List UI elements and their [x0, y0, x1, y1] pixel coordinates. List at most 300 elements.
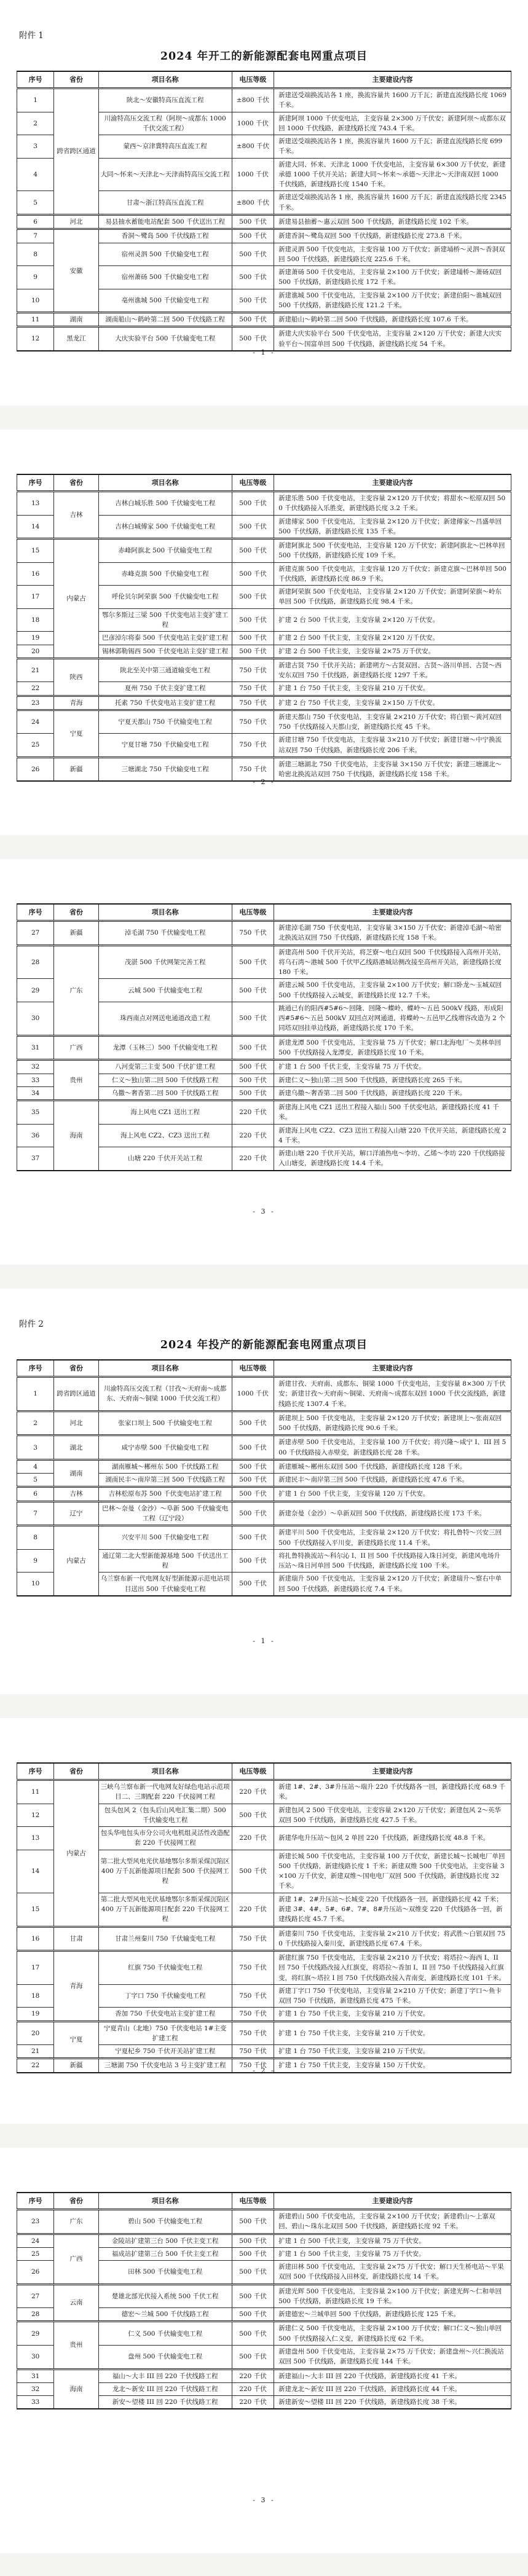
page-number: - 2 -: [253, 778, 275, 786]
column-header: 序号: [17, 1763, 54, 1780]
cell-province: 跨省跨区通道: [54, 1377, 98, 1412]
cell-no: 18: [17, 608, 54, 632]
cell-content: 扩建 2 台 500 千伏主变，主变容量 2×120 万千伏安。: [274, 608, 511, 632]
cell-voltage: 500 千伏: [232, 1501, 274, 1526]
cell-voltage: 500 千伏: [232, 1487, 274, 1501]
cell-content: 新建云城 500 千伏变电站，主变容量 2×100 万千伏安；解口卧龙～玉城双回 500 千伏线路接入云城变，新建线路长度 12.7 千米。: [274, 979, 511, 1002]
column-header: 项目名称: [98, 1763, 232, 1780]
cell-province: 跨省跨区通道: [54, 88, 98, 215]
cell-voltage: 500 千伏: [232, 266, 274, 289]
column-header: 电压等级: [232, 71, 274, 88]
cell-project-name: 福山～大丰 III 回 220 千伏线路工程: [98, 2369, 232, 2382]
cell-province: 宁夏: [54, 2021, 98, 2059]
table-row: [17, 1501, 511, 1526]
cell-no: 13: [17, 1827, 54, 1850]
cell-voltage: 500 千伏: [232, 2247, 274, 2260]
cell-content: 扩建 1 台 500 千伏主变，主变容量 75 万千伏安。: [274, 2234, 511, 2247]
cell-voltage: 220 千伏: [232, 2369, 274, 2382]
table-row: [17, 2322, 511, 2346]
cell-project-name: 丁字口 750 千伏输变电工程: [98, 1984, 232, 2008]
cell-content: 新建民丰～南岸第三回 500 千伏线路，新建线路长度 47.6 千米。: [274, 1474, 511, 1487]
cell-no: 10: [17, 289, 54, 313]
page-number: - 1 -: [253, 348, 275, 356]
cell-voltage: 500 千伏: [232, 313, 274, 327]
column-header: 主要建设内容: [274, 2193, 511, 2210]
table-row: [17, 1951, 511, 1985]
cell-project-name: 淖毛湖 750 千伏输变电工程: [98, 921, 232, 946]
cell-province: 贵州: [54, 2322, 98, 2369]
cell-project-name: 巴林～奈曼（金沙）～阜新 500 千伏输变电工程（辽宁段）: [98, 1501, 232, 1526]
table-header-row: [17, 1763, 511, 1780]
cell-content: 新建奈曼（金沙）～阜新双回 500 千伏线路，新建线路长度 173 千米。: [274, 1501, 511, 1526]
cell-project-name: 德宏～兰城 500 千伏线路工程: [98, 2308, 232, 2322]
cell-voltage: 750 千伏: [232, 921, 274, 946]
page-number: - 1 -: [253, 1637, 275, 1645]
cell-voltage: 500 千伏: [232, 1002, 274, 1035]
cell-no: 1: [17, 88, 54, 112]
cell-project-name: 吉林白城傅家 500 千伏输变电工程: [98, 515, 232, 539]
cell-voltage: 500 千伏: [232, 1474, 274, 1487]
cell-content: 新建香洞～鹭岛双回 500 千伏线路，新建线路长度 273.8 千米。: [274, 229, 511, 243]
cell-content: 新建高州 500 千伏开关站，将芝寮～电白双回 500 千伏线路接入高州开关站，将乌石湾～港城 500 千伏甲乙线路港城站侧改接至高州开关站，新建线路长度 180 千米。: [274, 945, 511, 979]
cell-province: 湖南: [54, 1459, 98, 1487]
cell-province: 广东: [54, 945, 98, 1035]
cell-project-name: 福成站扩建第三台 500 千伏主变工程: [98, 2247, 232, 2260]
cell-no: 11: [17, 1780, 54, 1804]
cell-content: 扩建 1 台 750 千伏主变，主变容量 210 万千伏安。: [274, 682, 511, 696]
cell-project-name: 茂湛 500 千伏网架完善工程: [98, 945, 232, 979]
cell-voltage: 750 千伏: [232, 734, 274, 758]
cell-no: 29: [17, 979, 54, 1002]
cell-project-name: 宁夏天都山 750 千伏输变电工程: [98, 710, 232, 734]
cell-project-name: 三塘湖 750 千伏变电站 3 号主变扩建工程: [98, 2059, 232, 2073]
cell-voltage: 220 千伏: [232, 2396, 274, 2409]
cell-content: 新建灵泗 500 千伏变电站，主变容量 100 万千伏安；新建埇桥～灵泗～香洞双回 500 千伏线路，新建线路长度 225.6 千米。: [274, 243, 511, 266]
cell-content: 扩建 2 台 500 千伏主变，主变容量 2×75 万千伏安。: [274, 645, 511, 658]
cell-no: 22: [17, 682, 54, 696]
cell-content: 扩建 2 台 500 千伏主变，主变容量 2×120 万千伏安。: [274, 632, 511, 645]
cell-no: 35: [17, 1101, 54, 1125]
page-number: - 2 -: [253, 2067, 275, 2075]
cell-project-name: 新安～望楼 III 回 220 千伏线路工程: [98, 2396, 232, 2409]
column-header: 项目名称: [98, 1360, 232, 1377]
cell-no: 32: [17, 1060, 54, 1074]
table-row: [17, 1411, 511, 1435]
table-row: [17, 539, 511, 563]
cell-voltage: 1000 千伏: [232, 1377, 274, 1412]
table-row: [17, 214, 511, 229]
cell-no: 27: [17, 921, 54, 946]
cell-content: 新建甘孜、天府南、成都东、铜梁 1000 千伏变电站，主变容量 8×300 万千伏安；新建甘孜～天府南～铜梁、天府南～成都东双回 1000 千伏交流线路，新建线路长度 1307.4 千米。: [274, 1377, 511, 1412]
cell-content: 新建阿旗北 500 千伏变电站，主变容量 120 万千伏安；新建阿旗北～巴林单回 500 千伏线路，新建线路长度 109 千米。: [274, 539, 511, 563]
cell-province: 贵州: [54, 1060, 98, 1101]
column-header: 主要建设内容: [274, 1763, 511, 1780]
cell-no: 18: [17, 1984, 54, 2008]
projects-table: [17, 1762, 511, 2073]
cell-no: 28: [17, 945, 54, 979]
table-row: [17, 327, 511, 351]
cell-content: 扩建 1 台 500 千伏主变，主变容量 120 万千伏安。: [274, 1487, 511, 1501]
table-row: [17, 229, 511, 243]
cell-voltage: 500 千伏: [232, 2284, 274, 2308]
cell-content: 新建山塘 220 千伏开关站，解口洋浦热电～李坊、乙烯～李坊 220 千伏线路接入山塘变，新建线路长度 14.4 千米。: [274, 1147, 511, 1171]
page-number: - 3 -: [253, 1208, 275, 1215]
cell-voltage: 500 千伏: [232, 539, 274, 563]
cell-province: 青海: [54, 696, 98, 710]
cell-province: 吉林: [54, 1487, 98, 1501]
cell-province: 湖南: [54, 313, 98, 327]
cell-no: 33: [17, 1074, 54, 1086]
cell-voltage: 1000 千伏: [232, 158, 274, 191]
cell-no: 27: [17, 2284, 54, 2308]
cell-no: 30: [17, 2345, 54, 2369]
cell-province: 宁夏: [54, 710, 98, 757]
cell-content: 扩建 1 台 500 千伏主变，主变容量 75 万千伏安。: [274, 1060, 511, 1074]
cell-content: 新建大同、怀来、天津北 1000 千伏变电站，主变容量 6×300 万千伏安，新建承德 1000 千伏开关站；新建大同～怀来～承德～天津北～天津南双回 1000 千伏线路，新建线路长度 1540 千米。: [274, 158, 511, 191]
cell-voltage: 500 千伏: [232, 1549, 274, 1573]
cell-content: 新建船山～鹤岭第二回 500 千伏线路，新建线路长度 107.6 千米。: [274, 313, 511, 327]
cell-project-name: 张家口坝上 500 千伏输变电工程: [98, 1411, 232, 1435]
table-header-row: [17, 2193, 511, 2210]
column-header: 序号: [17, 904, 54, 921]
cell-no: 26: [17, 757, 54, 781]
cell-no: 19: [17, 2008, 54, 2021]
table-header-row: [17, 1360, 511, 1377]
cell-project-name: 海上风电 CZ2、CZ3 送出工程: [98, 1124, 232, 1147]
cell-voltage: 500 千伏: [232, 979, 274, 1002]
cell-no: 25: [17, 734, 54, 758]
cell-project-name: 大同～怀来～天津北～天津南特高压交流工程: [98, 158, 232, 191]
cell-project-name: 珠西南点对网送电通道改造工程: [98, 1002, 232, 1035]
cell-province: 湖北: [54, 1435, 98, 1460]
cell-no: 14: [17, 1850, 54, 1893]
cell-no: 22: [17, 2059, 54, 2073]
projects-table: [17, 903, 511, 1171]
cell-voltage: ±800 千伏: [232, 191, 274, 215]
cell-no: 37: [17, 1147, 54, 1171]
cell-voltage: 220 千伏: [232, 2382, 274, 2395]
table-row: [17, 492, 511, 516]
cell-province: 安徽: [54, 229, 98, 313]
cell-no: 9: [17, 266, 54, 289]
cell-project-name: 蒙西～京津冀特高压直流工程: [98, 135, 232, 159]
cell-no: 12: [17, 1804, 54, 1827]
cell-no: 20: [17, 645, 54, 658]
cell-project-name: 宿州灵泗 500 千伏输变电工程: [98, 243, 232, 266]
cell-voltage: 500 千伏: [232, 327, 274, 351]
cell-voltage: 500 千伏: [232, 1074, 274, 1086]
attachment-label: 附件 2: [19, 1319, 44, 1329]
cell-project-name: 川渝特高压交流工程（甘孜～天府南～成都东、天府南～铜梁 1000 千伏交流工程）: [98, 1377, 232, 1412]
cell-content: 新建包风 2 500 千伏变电站，主变容量 2×120 万千伏安；新建包风 2～英华双回 500 千伏线路，新建线路长度 427.5 千米。: [274, 1804, 511, 1827]
cell-content: 新建丁字口 750 千伏变电站，主变容量 2×210 万千伏安；新建丁字口～鱼卡双回 750 千伏线路，新建线路长度 475 千米。: [274, 1984, 511, 2008]
cell-content: 新建海上风电 CZ1 送出工程接入福山 500 千伏变电站，新建线路长度 41 千米。: [274, 1101, 511, 1125]
table-header-row: [17, 474, 511, 492]
cell-project-name: 吉林松原布苏 500 千伏变电站扩建工程: [98, 1487, 232, 1501]
cell-content: 跳通已有的阳西#5#6～回隆、回隆～蝶岭、蝶岭～五邑 500kV 线路，形成阳西#5#6～五邑 500kV 双回点对网通道，将蝶岭～五邑甲乙线增容改造为 2 个同塔双回挂单边线路，新建线路长度 170 千米。: [274, 1002, 511, 1035]
cell-voltage: 500 千伏: [232, 1086, 274, 1100]
cell-province: 甘肃: [54, 1926, 98, 1951]
cell-voltage: 220 千伏: [232, 1147, 274, 1171]
cell-content: 新建福山～大丰 III 回 220 千伏线路，新建线路长度 41 千米。: [274, 2369, 511, 2382]
attachment-label: 附件 1: [19, 31, 44, 41]
column-header: 电压等级: [232, 1360, 274, 1377]
cell-voltage: 500 千伏: [232, 229, 274, 243]
cell-voltage: 500 千伏: [232, 1526, 274, 1550]
table-row: [17, 1926, 511, 1951]
cell-content: 新建乐胜 500 千伏变电站，主变容量 2×120 万千伏安；将甜水～松原双回 500 千伏线路接入乐胜变，新建线路长度 3.2 千米。: [274, 492, 511, 516]
cell-no: 4: [17, 158, 54, 191]
cell-no: 11: [17, 313, 54, 327]
cell-voltage: 500 千伏: [232, 586, 274, 609]
cell-voltage: 500 千伏: [232, 243, 274, 266]
cell-voltage: ±800 千伏: [232, 88, 274, 112]
table-row: [17, 1060, 511, 1074]
cell-content: 新建谯城 500 千伏变电站，主变容量 2×100 万千伏安；新建伯阳～谯城双回 500 千伏线路，新建线路长度 121.2 千米。: [274, 289, 511, 313]
cell-content: 新建乌撒～奢香第二回 500 千伏线路，新建线路长度 220 千米。: [274, 1086, 511, 1100]
table-row: [17, 2021, 511, 2045]
cell-voltage: 500 千伏: [232, 492, 274, 516]
cell-content: 新建淖毛湖 750 千伏变电站，主变容量 3×150 万千伏安；新建淖毛湖～哈密北换流站双回 750 千伏线路，新建线路长度 158 千米。: [274, 921, 511, 946]
cell-voltage: 750 千伏: [232, 1926, 274, 1951]
cell-no: 4: [17, 1459, 54, 1473]
cell-province: 广东: [54, 2210, 98, 2234]
cell-no: 19: [17, 632, 54, 645]
cell-project-name: 红旗 750 千伏输变电工程: [98, 1951, 232, 1985]
cell-voltage: 500 千伏: [232, 1459, 274, 1473]
cell-voltage: 750 千伏: [232, 1951, 274, 1985]
cell-voltage: 220 千伏: [232, 1780, 274, 1804]
cell-content: 新建易县抽蓄～惠云双回 500 千伏线路，新建线路长度 102 千米。: [274, 214, 511, 229]
column-header: 主要建设内容: [274, 904, 511, 921]
cell-content: 新建长城 500 千伏变电站，主变容量 100 万千伏安，新建长城～长城电厂单回 500 千伏线路，新建线路长度 1 千米；新建双维 500 千伏变电站，主变容量 3×100 万千伏安，新建双维～国电电厂双回 500 千伏线路，新建线路长度 32 千米。: [274, 1850, 511, 1893]
cell-voltage: 500 千伏: [232, 1060, 274, 1074]
cell-project-name: 宁夏杞乡 750 千伏开关站扩建工程: [98, 2045, 232, 2059]
cell-content: 新建萧砀 500 千伏变电站，主变容量 2×100 万千伏安；新建埇桥～萧砀双回 500 千伏线路，新建线路长度 172 千米。: [274, 266, 511, 289]
table-header-row: [17, 71, 511, 88]
column-header: 省份: [54, 2193, 98, 2210]
column-header: 项目名称: [98, 904, 232, 921]
cell-province: 内蒙古: [54, 1526, 98, 1596]
cell-project-name: 通辽第二北大型新能源基地 500 千伏送出工程: [98, 1549, 232, 1573]
cell-province: 新疆: [54, 2059, 98, 2073]
cell-project-name: 川渝特高压交流工程（阿坝～成都东 1000 千伏交流工程）: [98, 112, 232, 135]
column-header: 序号: [17, 474, 54, 492]
cell-no: 20: [17, 2021, 54, 2045]
cell-voltage: 500 千伏: [232, 1804, 274, 1827]
cell-voltage: 750 千伏: [232, 682, 274, 696]
cell-province: 内蒙古: [54, 539, 98, 659]
cell-no: 7: [17, 1501, 54, 1526]
cell-project-name: 陕北至关中第三通道输变电工程: [98, 658, 232, 682]
table-row: [17, 88, 511, 112]
cell-no: 12: [17, 327, 54, 351]
cell-project-name: 乌撒～奢香第二回 500 千伏线路工程: [98, 1086, 232, 1100]
cell-no: 13: [17, 492, 54, 516]
cell-content: 扩建 1 台 750 千伏主变，主变容量 210 万千伏安。: [274, 2021, 511, 2045]
cell-project-name: 宁夏甘塘 750 千伏输变电工程: [98, 734, 232, 758]
cell-no: 16: [17, 562, 54, 586]
cell-province: 黑龙江: [54, 327, 98, 351]
cell-no: 33: [17, 2396, 54, 2409]
cell-voltage: 500 千伏: [232, 608, 274, 632]
cell-project-name: 兴安平川 500 千伏输变电工程: [98, 1526, 232, 1550]
cell-project-name: 咸宁赤壁 500 千伏输变电工程: [98, 1435, 232, 1460]
cell-project-name: 锡林郭勒锡西 500 千伏变电站主变扩建工程: [98, 645, 232, 658]
cell-content: 新建天都山 750 千伏变电站，主变容量 2×210 万千伏安；将白银～黄河双回 750 千伏线路接入天都山变，新建线路长度 45 千米。: [274, 710, 511, 734]
page-4: [0, 1289, 528, 1694]
cell-project-name: 云城 500 千伏输变电工程: [98, 979, 232, 1002]
cell-voltage: 750 千伏: [232, 710, 274, 734]
cell-no: 7: [17, 229, 54, 243]
table-row: [17, 1526, 511, 1550]
projects-table: [17, 1359, 511, 1596]
column-header: 省份: [54, 1360, 98, 1377]
cell-project-name: 山塘 220 千伏开关站工程: [98, 1147, 232, 1171]
cell-no: 34: [17, 1086, 54, 1100]
cell-province: 吉林: [54, 492, 98, 539]
cell-no: 17: [17, 1951, 54, 1985]
table-row: [17, 2234, 511, 2247]
cell-project-name: 易县抽水蓄能电站配套 500 千伏送出工程: [98, 214, 232, 229]
cell-voltage: 500 千伏: [232, 1435, 274, 1460]
cell-province: 内蒙古: [54, 1780, 98, 1926]
table-row: [17, 1435, 511, 1460]
cell-voltage: 500 千伏: [232, 289, 274, 313]
cell-voltage: 500 千伏: [232, 2234, 274, 2247]
table-row: [17, 2369, 511, 2382]
cell-project-name: 三峡乌兰察布新一代电网友好绿色电站示范项目二、三期配套 220 千伏接网工程: [98, 1780, 232, 1804]
cell-content: 新建盘州 500 千伏变电站，主变容量 2×75 万千伏安；新建盘州～兴仁换流站双回 500 千伏线路，新建线路长度 144 千米。: [274, 2345, 511, 2369]
page-6: [0, 2148, 528, 2553]
cell-project-name: 第二批大型风电光伏基地鄂尔多斯采煤沉陷区 400 万千瓦新能源项目配套 500 千伏接网工程: [98, 1850, 232, 1893]
cell-content: 新建新安～望楼 III 回 220 千伏线路，新建线路长度 38 千米。: [274, 2396, 511, 2409]
column-header: 省份: [54, 904, 98, 921]
table-row: [17, 313, 511, 327]
cell-project-name: 碧山 500 千伏输变电工程: [98, 2210, 232, 2234]
table-row: [17, 1377, 511, 1412]
cell-content: 新建龙潭 500 千伏变电站，主变容量 75 万千伏安；解口北海电厂～美林单回 500 千伏线路接入龙潭变，新建线路长度 10 千米。: [274, 1035, 511, 1060]
cell-content: 新建坝上 500 千伏变电站，主变容量 2×120 万千伏安；新建坝上～张南双回 500 千伏线路，新建线路长度 90.6 千米。: [274, 1411, 511, 1435]
table-header-row: [17, 904, 511, 921]
cell-content: 新建德宏～兰城单回 500 千伏线路，新建线路长度 125 千米。: [274, 2308, 511, 2322]
cell-content: 将扎鲁特换流站～科尔沁 I、II 回 500 千伏线路接入珠日河变，新建风电场升压站～珠日河单回 500 千伏线路，新建线路长度 100 千米。: [274, 1549, 511, 1573]
cell-no: 21: [17, 2045, 54, 2059]
cell-voltage: 500 千伏: [232, 1035, 274, 1060]
cell-voltage: 220 千伏: [232, 1124, 274, 1147]
cell-content: 新建 1#、2#升压站～长城变 220 千伏线路各一回，新建线路长度 42 千米；新建 3#、4#、5#、6#、7#、8#升压站～双维变 220 千伏线路各一回，新建线路长度 45.7 千米。: [274, 1893, 511, 1926]
cell-project-name: 龙潭（玉林三）500 千伏输变电工程: [98, 1035, 232, 1060]
cell-no: 5: [17, 191, 54, 215]
cell-voltage: 1000 千伏: [232, 112, 274, 135]
cell-province: 广西: [54, 1035, 98, 1060]
cell-no: 28: [17, 2308, 54, 2322]
cell-no: 16: [17, 1926, 54, 1951]
table-row: [17, 945, 511, 979]
cell-no: 26: [17, 2261, 54, 2285]
cell-voltage: 750 千伏: [232, 658, 274, 682]
column-header: 序号: [17, 71, 54, 88]
cell-province: 河北: [54, 1411, 98, 1435]
cell-content: 新建大庆实验平台 500 千伏变电站，主变容量 2×120 万千伏安；新建大庆实验平台～国富单回 500 千伏线路，新建线路长度 54 千米。: [274, 327, 511, 351]
cell-no: 1: [17, 1377, 54, 1412]
table-row: [17, 2284, 511, 2308]
cell-no: 36: [17, 1124, 54, 1147]
cell-no: 25: [17, 2247, 54, 2260]
cell-voltage: 750 千伏: [232, 2021, 274, 2045]
column-header: 省份: [54, 71, 98, 88]
cell-project-name: 金陵站扩建第三台 500 千伏主变工程: [98, 2234, 232, 2247]
cell-voltage: ±800 千伏: [232, 135, 274, 159]
cell-province: 云南: [54, 2284, 98, 2322]
cell-voltage: 220 千伏: [232, 1827, 274, 1850]
cell-no: 15: [17, 539, 54, 563]
cell-province: 新疆: [54, 921, 98, 946]
cell-no: 21: [17, 658, 54, 682]
cell-content: 新建秦川 750 千伏变电站，主变容量 2×210 万千伏安；将武胜～白银双回 750 千伏线路接入秦川变，新建线路长度 67.4 千米。: [274, 1926, 511, 1951]
cell-content: 扩建 2 台 750 千伏主变，主变容量 2×150 万千伏安。: [274, 696, 511, 710]
cell-content: 新建田林 500 千伏变电站，主变容量 2×75 万千伏安；解口天生桥电站～平果双回 500 千伏线路接入田林变，新建线路长度 14 千米。: [274, 2261, 511, 2285]
cell-project-name: 赤峰阿旗北 500 千伏输变电工程: [98, 539, 232, 563]
table-row: [17, 2210, 511, 2234]
cell-content: 新建甘塘 750 千伏变电站，主变容量 3×210 万千伏安；新建甘塘～中宁换流站双回 750 千伏线路，新建线路长度 206 千米。: [274, 734, 511, 758]
cell-no: 31: [17, 1035, 54, 1060]
table-row: [17, 1101, 511, 1125]
column-header: 电压等级: [232, 1763, 274, 1780]
cell-province: 海南: [54, 1101, 98, 1171]
cell-content: 新建华电升压站～包风 2 单回 220 千伏线路，新建线路长度 48.8 千米。: [274, 1827, 511, 1850]
table-row: [17, 710, 511, 734]
cell-project-name: 香洞～鹭岛 500 千伏线路工程: [98, 229, 232, 243]
table-row: [17, 696, 511, 710]
projects-table: [17, 474, 511, 782]
cell-voltage: 750 千伏: [232, 1984, 274, 2008]
cell-no: 32: [17, 2382, 54, 2395]
projects-table: [17, 71, 511, 351]
column-header: 电压等级: [232, 2193, 274, 2210]
cell-content: 扩建 1 台 500 千伏主变，主变容量 75 万千伏安。: [274, 2247, 511, 2260]
cell-content: 新建送受端换流站各 1 座，换流容量共 1600 万千瓦；新建直流线路长度 699 千米。: [274, 135, 511, 159]
cell-content: 新建瑞升 500 千伏变电站，主变容量 2×120 万千伏安；新建瑞升～察右中单回 500 千伏线路，新建线路长度 7.4 千米。: [274, 1573, 511, 1596]
document-title: 2024 年投产的新能源配套电网重点项目: [160, 1339, 368, 1351]
cell-content: 扩建 1 台 750 千伏主变，主变容量 210 万千伏安。: [274, 2008, 511, 2021]
cell-province: 广西: [54, 2234, 98, 2284]
cell-project-name: 宿州萧砀 500 千伏输变电工程: [98, 266, 232, 289]
table-row: [17, 1459, 511, 1473]
column-header: 项目名称: [98, 474, 232, 492]
cell-voltage: 500 千伏: [232, 2345, 274, 2369]
cell-project-name: 巴彦淖尔将泰 500 千伏变电站主变扩建工程: [98, 632, 232, 645]
cell-project-name: 第二批大型风电光伏基地鄂尔多斯采煤沉陷区 400 万千瓦新能源项目配套 220 千伏接网工程: [98, 1893, 232, 1926]
cell-content: 新建海上风电 CZ2、CZ3 送出工程接入山塘 220 千伏开关站，新建线路长度 24 千米。: [274, 1124, 511, 1147]
cell-no: 17: [17, 586, 54, 609]
page-1: [0, 0, 528, 406]
cell-voltage: 500 千伏: [232, 945, 274, 979]
column-header: 主要建设内容: [274, 474, 511, 492]
document-title: 2024 年开工的新能源配套电网重点项目: [160, 50, 368, 63]
cell-project-name: 甘肃兰州秦川 750 千伏输变电工程: [98, 1926, 232, 1951]
cell-no: 24: [17, 2234, 54, 2247]
cell-project-name: 海上风电 CZ1 送出工程: [98, 1101, 232, 1125]
cell-content: 新建碧山 500 千伏变电站，主变容量 2×100 万千伏安；新建碧山～上寨双回、碧山～珠东北双回 500 千伏线路，新建线路长度 92 千米。: [274, 2210, 511, 2234]
cell-content: 新建送受端换流站各 1 座，换流容量共 1600 万千瓦；新建直流线路长度 1069 千米。: [274, 88, 511, 112]
column-header: 省份: [54, 474, 98, 492]
column-header: 项目名称: [98, 2193, 232, 2210]
cell-voltage: 220 千伏: [232, 1101, 274, 1125]
table-row: [17, 1780, 511, 1804]
cell-no: 9: [17, 1549, 54, 1573]
cell-voltage: 750 千伏: [232, 696, 274, 710]
